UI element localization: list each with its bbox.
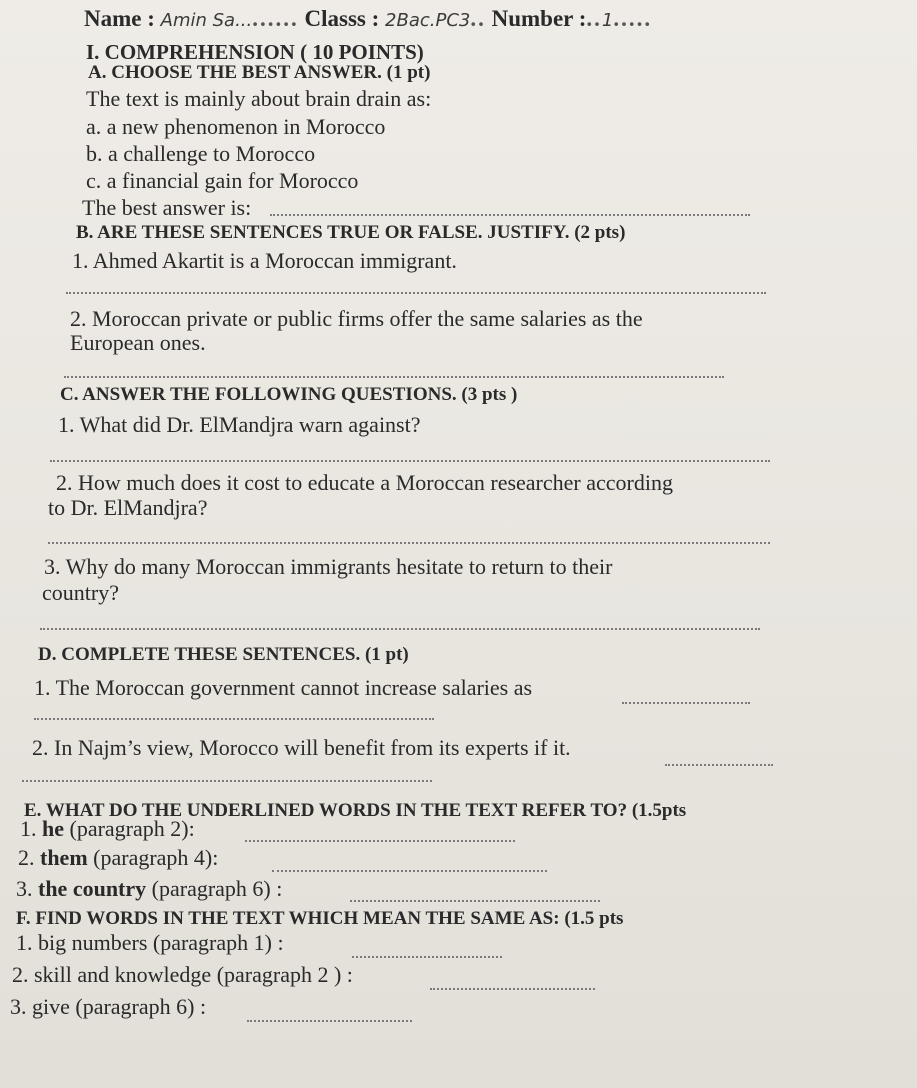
part-b-item-2: 2. Moroccan private or public firms offer the same salaries as the — [70, 306, 643, 331]
answer-line — [66, 292, 766, 294]
number-label: Number : — [491, 6, 587, 31]
answer-line — [352, 956, 502, 958]
class-value: 2Bac.PC3 — [385, 10, 471, 31]
name-label: Name : — [84, 6, 155, 31]
answer-line — [350, 900, 600, 902]
part-e-item-3: 3. the country (paragraph 6) : — [16, 876, 283, 901]
underlined-word: he — [42, 816, 64, 841]
class-label: Classs : — [304, 6, 380, 31]
part-a-prompt: The text is mainly about brain drain as: — [86, 86, 432, 111]
answer-line — [50, 460, 770, 462]
answer-line — [272, 870, 547, 872]
part-a-option-b: b. a challenge to Morocco — [86, 141, 316, 166]
part-d-item-2: 2. In Najm’s view, Morocco will benefit from its experts if it. — [32, 735, 571, 760]
answer-line — [622, 702, 750, 704]
part-c-title: C. ANSWER THE FOLLOWING QUESTIONS. (3 pts ) — [60, 384, 518, 405]
part-a-title: A. CHOOSE THE BEST ANSWER. (1 pt) — [88, 62, 431, 83]
name-value: Amin Sa... — [160, 10, 253, 31]
answer-line — [64, 376, 724, 378]
part-c-item-1: 1. What did Dr. ElMandjra warn against? — [58, 412, 421, 437]
part-e-title: E. WHAT DO THE UNDERLINED WORDS IN THE TEXT REFER TO? (1.5pts — [24, 800, 687, 821]
answer-line — [270, 214, 750, 216]
part-e-item-2: 2. them (paragraph 4): — [18, 845, 219, 870]
answer-line — [665, 764, 773, 766]
answer-line — [245, 840, 515, 842]
number-value: 1 — [601, 10, 614, 31]
part-f-item-2: 2. skill and knowledge (paragraph 2 ) : — [12, 962, 353, 987]
part-b-item-2-cont: European ones. — [70, 330, 206, 355]
answer-line — [40, 628, 760, 630]
part-c-item-3-cont: country? — [42, 580, 119, 605]
answer-line — [22, 780, 432, 782]
part-d-item-1: 1. The Moroccan government cannot increase salaries as — [34, 675, 533, 700]
answer-line — [430, 988, 595, 990]
part-a-answer-label: The best answer is: — [82, 195, 252, 220]
underlined-word: them — [40, 845, 88, 870]
part-a-option-c: c. a financial gain for Morocco — [86, 168, 359, 193]
part-d-title: D. COMPLETE THESE SENTENCES. (1 pt) — [38, 644, 409, 665]
part-b-item-1: 1. Ahmed Akartit is a Moroccan immigrant. — [72, 248, 457, 273]
part-c-item-2: 2. How much does it cost to educate a Moroccan researcher according — [56, 470, 673, 495]
section-title-comprehension: I. COMPREHENSION ( 10 POINTS) — [86, 40, 424, 64]
part-e-item-1: 1. he (paragraph 2): — [20, 816, 195, 841]
part-b-title: B. ARE THESE SENTENCES TRUE OR FALSE. JUSTIFY. (2 pts) — [76, 222, 626, 243]
answer-line — [48, 542, 770, 544]
answer-line — [247, 1020, 412, 1022]
answer-line — [34, 718, 434, 720]
part-f-title: F. FIND WORDS IN THE TEXT WHICH MEAN THE SAME AS: (1.5 pts — [16, 908, 624, 929]
part-a-option-a: a. a new phenomenon in Morocco — [86, 114, 386, 139]
part-c-item-3: 3. Why do many Moroccan immigrants hesitate to return to their — [44, 554, 613, 579]
student-info-header: Name : Amin Sa......... Classs : 2Bac.PC3.. Number :..1..... — [84, 6, 653, 31]
part-f-item-3: 3. give (paragraph 6) : — [10, 994, 207, 1019]
part-f-item-1: 1. big numbers (paragraph 1) : — [16, 930, 284, 955]
underlined-word: the country — [38, 876, 147, 901]
part-c-item-2-cont: to Dr. ElMandjra? — [48, 495, 208, 520]
